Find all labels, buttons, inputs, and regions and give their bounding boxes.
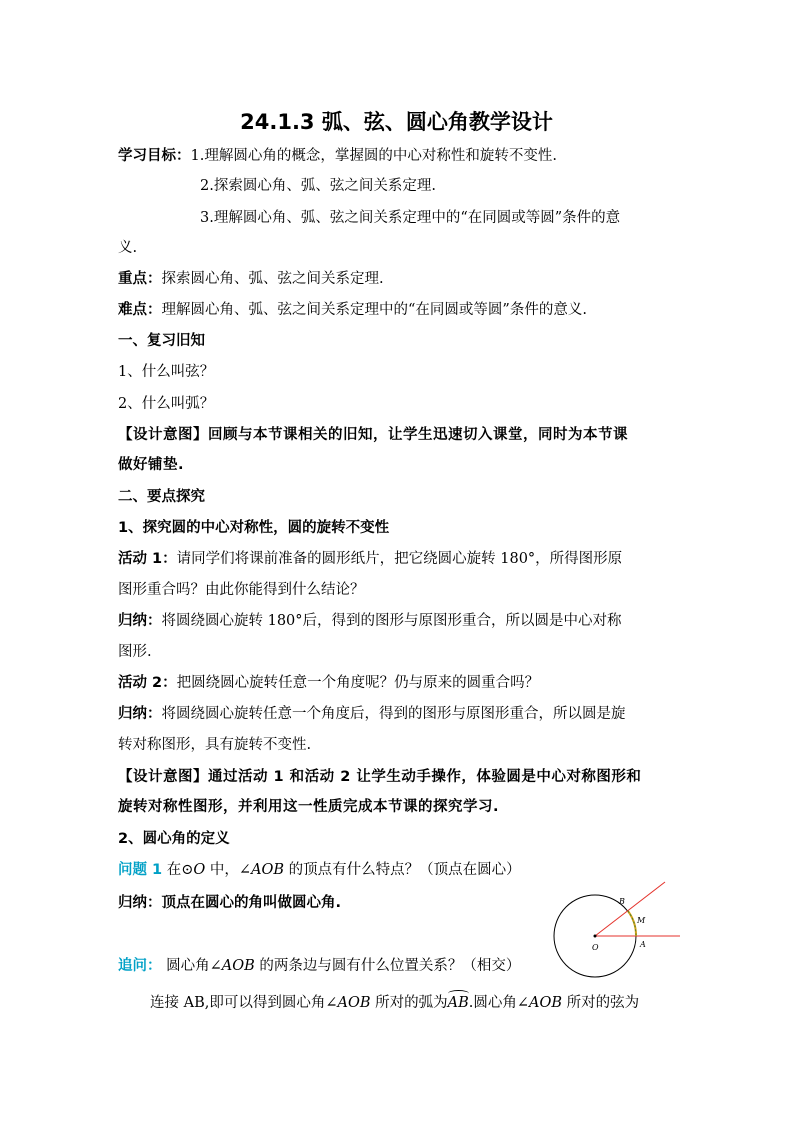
follow-up-text-a: 圆心角∠ bbox=[161, 958, 222, 974]
design-intent-1-cont: 做好铺垫. bbox=[118, 457, 185, 473]
central-angle-figure bbox=[552, 880, 682, 980]
problem-1 bbox=[118, 860, 521, 880]
arc-ab: AB bbox=[447, 995, 469, 1011]
summary-2-cont: 转对称图形，具有旋转不变性. bbox=[118, 737, 312, 753]
objective-3-cont: 义. bbox=[118, 240, 138, 256]
label-b: B bbox=[619, 897, 625, 906]
label-a: A bbox=[640, 940, 646, 949]
key-point-label: 重点： bbox=[118, 271, 162, 287]
central-angle-definition: 归纳：顶点在圆心的角叫做圆心角. bbox=[118, 895, 342, 911]
summary-1-text: 将圆绕圆心旋转 180°后，得到的图形与原图形重合，所以圆是中心对称 bbox=[161, 613, 622, 629]
problem-1-text-b: 中，∠ bbox=[205, 862, 252, 878]
last-text-b: 所对的弧为 bbox=[370, 995, 448, 1011]
label-m: M bbox=[637, 916, 646, 925]
objective-1: 1.理解圆心角的概念，掌握圆的中心对称性和旋转不变性. bbox=[190, 148, 557, 164]
angle-aob: AOB bbox=[221, 958, 255, 974]
activity-1 bbox=[118, 549, 622, 569]
review-question-2: 2、什么叫弧？ bbox=[118, 396, 215, 412]
summary-2-text: 将圆绕圆心旋转任意一个角度后，得到的图形与原图形重合，所以圆是旋 bbox=[161, 706, 626, 722]
last-paragraph bbox=[150, 993, 639, 1013]
angle-aob: AOB bbox=[337, 995, 371, 1011]
last-text-c: .圆心角∠ bbox=[468, 995, 530, 1011]
design-intent-1: 【设计意图】回顾与本节课相关的旧知，让学生迅速切入课堂，同时为本节课 bbox=[118, 427, 628, 443]
last-text-a: 连接 AB,即可以得到圆心角∠ bbox=[150, 995, 338, 1011]
activity-1-cont: 图形重合吗？由此你能得到什么结论？ bbox=[118, 582, 365, 598]
activity-2-text: 把圆绕圆心旋转任意一个角度呢？仍与原来的圆重合吗？ bbox=[176, 675, 540, 691]
problem-1-text-a: 在⊙ bbox=[162, 862, 194, 878]
difficulty-text: 理解圆心角、弧、弦之间关系定理中的“在同圆或等圆”条件的意义. bbox=[161, 302, 587, 318]
summary-2 bbox=[118, 704, 626, 724]
objectives-line-1 bbox=[118, 146, 557, 166]
summary-1-cont: 图形. bbox=[118, 644, 152, 660]
problem-1-label: 问题 1 bbox=[118, 862, 163, 878]
activity-1-text: 请同学们将课前准备的圆形纸片，把它绕圆心旋转 180°，所得图形原 bbox=[176, 551, 623, 567]
activity-1-label: 活动 1： bbox=[118, 551, 177, 567]
difficulty bbox=[118, 300, 587, 320]
subsection-2-heading: 2、圆心角的定义 bbox=[118, 831, 230, 847]
circle-o-label: O bbox=[193, 862, 206, 878]
objectives-label: 学习目标： bbox=[118, 148, 191, 164]
follow-up-question bbox=[118, 956, 520, 976]
ray-ob bbox=[595, 882, 665, 936]
label-o: O bbox=[592, 943, 599, 952]
design-intent-2: 【设计意图】通过活动 1 和活动 2 让学生动手操作，体验圆是中心对称图形和 bbox=[118, 769, 642, 785]
angle-aob: AOB bbox=[529, 995, 563, 1011]
summary-2-label: 归纳： bbox=[118, 706, 162, 722]
section2-heading: 二、要点探究 bbox=[118, 489, 205, 505]
review-question-1: 1、什么叫弦？ bbox=[118, 364, 215, 380]
activity-2 bbox=[118, 673, 539, 693]
subsection-1-heading: 1、探究圆的中心对称性，圆的旋转不变性 bbox=[118, 520, 390, 536]
key-point bbox=[118, 269, 384, 289]
objective-2: 2.探索圆心角、弧、弦之间关系定理. bbox=[200, 178, 436, 194]
difficulty-label: 难点： bbox=[118, 302, 162, 318]
key-point-text: 探索圆心角、弧、弦之间关系定理. bbox=[161, 271, 384, 287]
problem-1-text-c: 的顶点有什么特点？（顶点在圆心） bbox=[284, 862, 521, 878]
last-text-d: 所对的弦为 bbox=[562, 995, 640, 1011]
section1-heading: 一、复习旧知 bbox=[118, 333, 205, 349]
arc-amb bbox=[628, 911, 636, 936]
follow-up-label: 追问： bbox=[118, 958, 162, 974]
summary-1-label: 归纳： bbox=[118, 613, 162, 629]
page-title: 24.1.3 弧、弦、圆心角教学设计 bbox=[240, 110, 553, 134]
summary-1 bbox=[118, 611, 622, 631]
objective-3: 3.理解圆心角、弧、弦之间关系定理中的“在同圆或等圆”条件的意 bbox=[200, 210, 621, 226]
angle-aob: AOB bbox=[251, 862, 285, 878]
center-point bbox=[594, 935, 597, 938]
design-intent-2-cont: 旋转对称性图形，并利用这一性质完成本节课的探究学习. bbox=[118, 799, 500, 815]
activity-2-label: 活动 2： bbox=[118, 675, 177, 691]
follow-up-text-b: 的两条边与圆有什么位置关系？（相交） bbox=[254, 958, 521, 974]
